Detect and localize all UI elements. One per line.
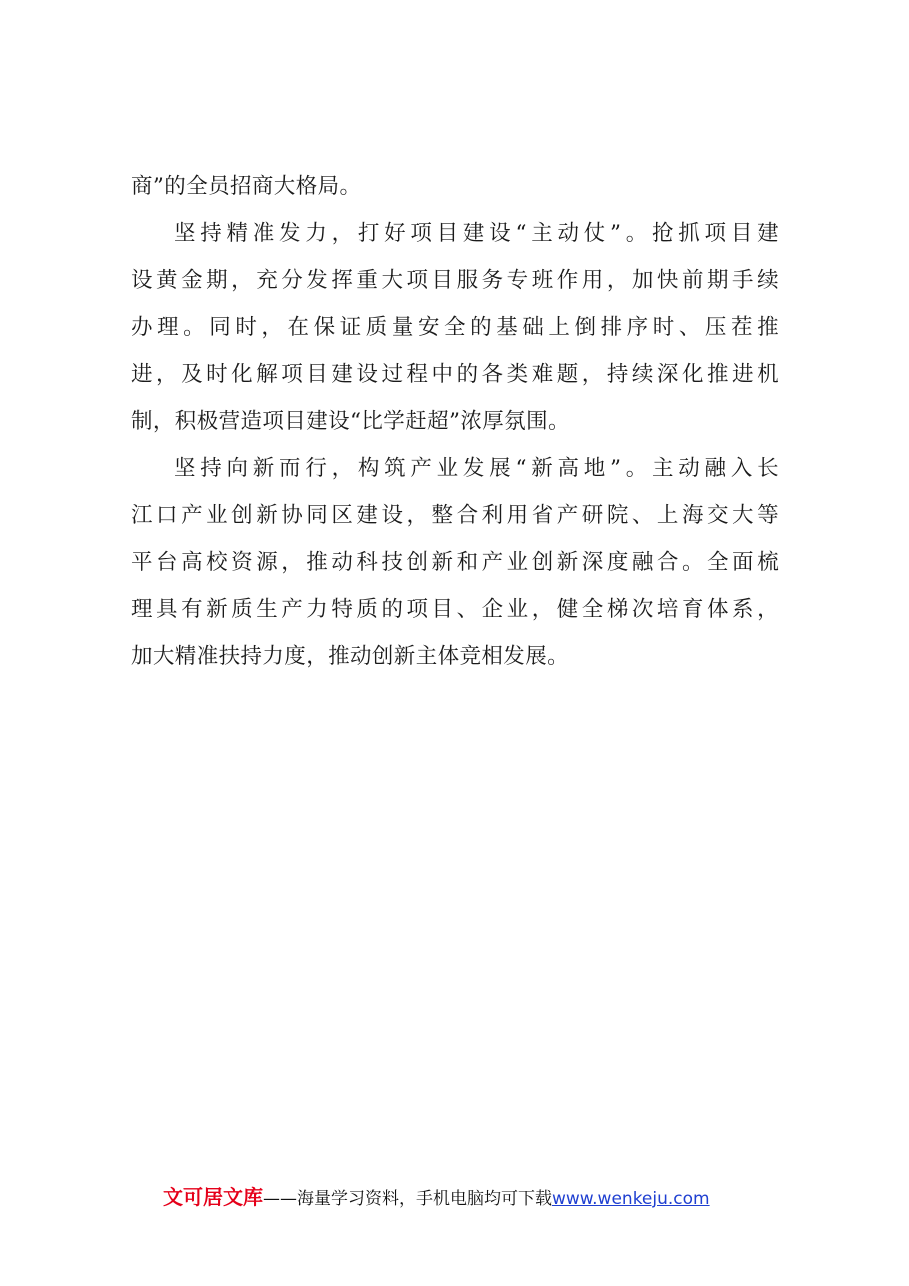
text-line: 进，及时化解项目建设过程中的各类难题，持续深化推进机 [131,362,779,387]
text-line: 设黄金期，充分发挥重大项目服务专班作用，加快前期手续 [131,268,779,293]
text-line: 商”的全员招商大格局。 [131,174,362,199]
text-line: 理具有新质生产力特质的项目、企业，健全梯次培育体系， [131,597,779,622]
text-line: 办理。同时，在保证质量安全的基础上倒排序时、压茬推 [131,315,779,340]
text-line: 制，积极营造项目建设“比学赶超”浓厚氛围。 [131,409,570,434]
text-line: 坚持向新而行，构筑产业发展“新高地”。主动融入长 [174,456,779,481]
footer-brand: 文可居文库 [163,1185,263,1209]
text-line: 坚持精准发力，打好项目建设“主动仗”。抢抓项目建 [174,221,779,246]
paragraph-industry-development [131,445,779,680]
document-body [131,163,779,680]
text-line: 平台高校资源，推动科技创新和产业创新深度融合。全面梳 [131,550,779,575]
footer-banner [163,1182,710,1212]
footer-url-link[interactable]: www.wenkeju.com [552,1189,710,1209]
footer-slogan: ——海量学习资料，手机电脑均可下载 [263,1189,552,1209]
paragraph-project-construction [131,210,779,445]
paragraph-continuation [131,163,779,210]
text-line: 江口产业创新协同区建设，整合利用省产研院、上海交大等 [131,503,779,528]
text-line: 加大精准扶持力度，推动创新主体竞相发展。 [131,644,570,669]
